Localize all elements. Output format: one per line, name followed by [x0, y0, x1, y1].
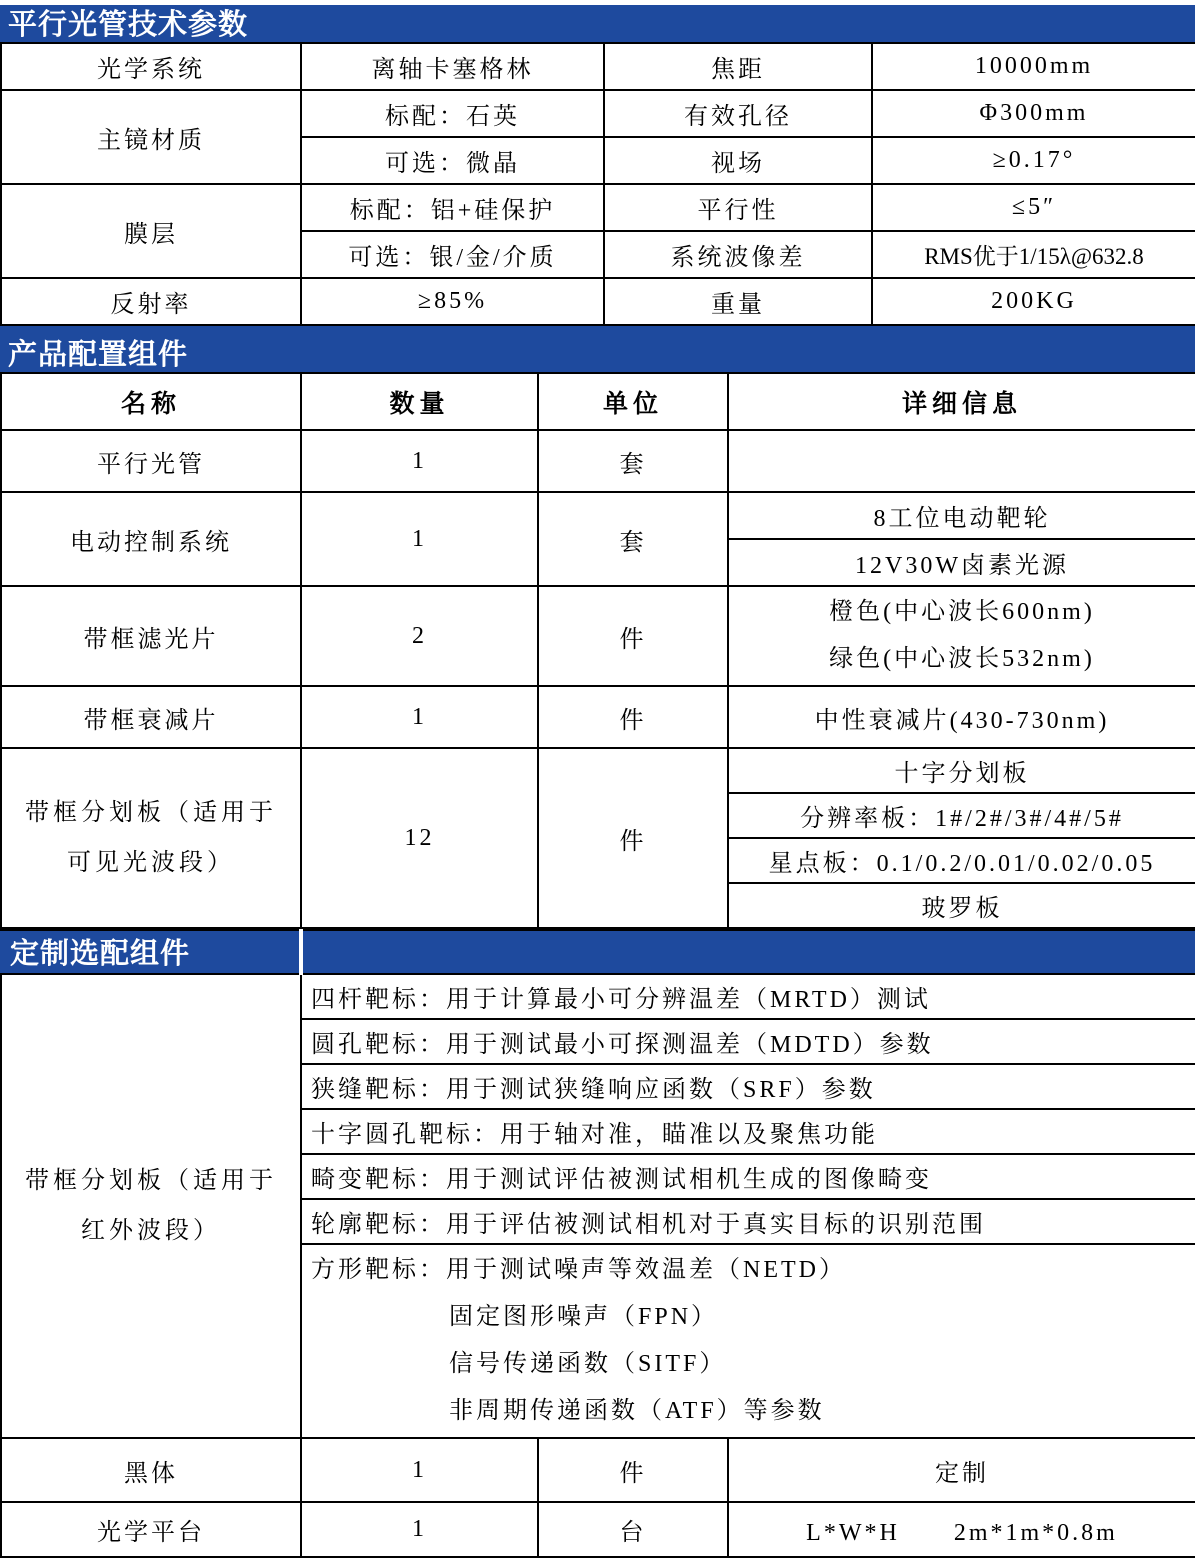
- table-row: [1, 1438, 1195, 1502]
- column-header-name: 名称: [1, 373, 301, 430]
- blackbody-detail: 定制: [728, 1438, 1195, 1502]
- target-item-cross-hole: 十字圆孔靶标：用于轴对准，瞄准以及聚焦功能: [301, 1109, 1195, 1154]
- technical-params-table: [0, 42, 1195, 326]
- platform-qty: 1: [301, 1502, 538, 1557]
- reflectivity-value: ≥85%: [301, 278, 604, 325]
- square-target-line-atf: 非周期传递函数（ATF）等参数: [449, 1398, 825, 1424]
- filter-unit: 件: [538, 586, 728, 686]
- table-row: [1, 1502, 1195, 1557]
- platform-unit: 台: [538, 1502, 728, 1557]
- reticle-visible-name: 带框分划板（适用于可见光波段）: [1, 748, 301, 928]
- blackbody-name: 黑体: [1, 1438, 301, 1502]
- weight-value: 200KG: [872, 278, 1195, 325]
- section3-header-spacer: [301, 930, 1195, 974]
- platform-detail: L*W*H 2m*1m*0.8m: [728, 1502, 1195, 1557]
- custom-options-table: [0, 929, 1195, 1558]
- reticle-ir-name: 带框分划板（适用于红外波段）: [1, 974, 301, 1438]
- control-system-detail-wheel: 8工位电动靶轮: [728, 492, 1195, 539]
- blackbody-unit: 件: [538, 1438, 728, 1502]
- aperture-label: 有效孔径: [604, 90, 872, 137]
- reticle-visible-unit: 件: [538, 748, 728, 928]
- table-row: [1, 184, 1195, 231]
- weight-label: 重量: [604, 278, 872, 325]
- collimator-unit: 套: [538, 430, 728, 492]
- square-target-line-netd: 方形靶标：用于测试噪声等效温差（NETD）: [311, 1257, 846, 1283]
- section2-header-band: [0, 326, 1195, 372]
- attenuator-name: 带框衰减片: [1, 686, 301, 748]
- target-item-contour: 轮廓靶标：用于评估被测试相机对于真实目标的识别范围: [301, 1199, 1195, 1244]
- reticle-visible-qty: 12: [301, 748, 538, 928]
- aperture-value: Φ300mm: [872, 90, 1195, 137]
- target-item-distortion: 畸变靶标：用于测试评估被测试相机生成的图像畸变: [301, 1154, 1195, 1199]
- mirror-material-standard: 标配：石英: [301, 90, 604, 137]
- table-row: [1, 748, 1195, 793]
- filter-detail: [728, 586, 1195, 686]
- fov-label: 视场: [604, 137, 872, 184]
- mirror-material-label: 主镜材质: [1, 90, 301, 184]
- target-item-slit: 狭缝靶标：用于测试狭缝响应函数（SRF）参数: [301, 1064, 1195, 1109]
- focal-length-label: 焦距: [604, 43, 872, 90]
- table-row: [1, 278, 1195, 325]
- reticle-visible-detail-porro: 玻罗板: [728, 883, 1195, 928]
- filter-detail-green: 绿色(中心波长532nm): [829, 646, 1095, 672]
- platform-name: 光学平台: [1, 1502, 301, 1557]
- optical-system-value: 离轴卡塞格林: [301, 43, 604, 90]
- product-config-table: [0, 372, 1195, 929]
- reticle-visible-detail-star: 星点板：0.1/0.2/0.01/0.02/0.05: [728, 838, 1195, 883]
- filter-detail-orange: 橙色(中心波长600nm): [829, 599, 1095, 625]
- collimator-name: 平行光管: [1, 430, 301, 492]
- square-target-line-fpn: 固定图形噪声（FPN）: [449, 1304, 719, 1330]
- table-row: [1, 586, 1195, 686]
- table-header-row: [1, 373, 1195, 430]
- filter-name: 带框滤光片: [1, 586, 301, 686]
- coating-label: 膜层: [1, 184, 301, 278]
- square-target-line-sitf: 信号传递函数（SITF）: [449, 1351, 727, 1377]
- table-row: [1, 43, 1195, 90]
- section1-title: 平行光管技术参数: [8, 8, 249, 41]
- collimator-qty: 1: [301, 430, 538, 492]
- column-header-unit: 单位: [538, 373, 728, 430]
- wavefront-value: RMS优于1/15λ@632.8: [872, 231, 1195, 278]
- reticle-visible-detail-cross: 十字分划板: [728, 748, 1195, 793]
- table-row: [1, 492, 1195, 539]
- table-row: [1, 686, 1195, 748]
- table-row: [1, 974, 1195, 1019]
- optical-system-label: 光学系统: [1, 43, 301, 90]
- blackbody-qty: 1: [301, 1438, 538, 1502]
- attenuator-detail: 中性衰减片(430-730nm): [728, 686, 1195, 748]
- reticle-visible-detail-resolution: 分辨率板：1#/2#/3#/4#/5#: [728, 793, 1195, 838]
- target-item-round-hole: 圆孔靶标：用于测试最小可探测温差（MDTD）参数: [301, 1019, 1195, 1064]
- collimator-detail-empty: [728, 430, 1195, 492]
- focal-length-value: 10000mm: [872, 43, 1195, 90]
- target-item-four-bar: 四杆靶标：用于计算最小可分辨温差（MRTD）测试: [301, 974, 1195, 1019]
- section2-title: 产品配置组件: [8, 338, 189, 371]
- section3-title: 定制选配组件: [1, 930, 301, 974]
- section3-header-row: [1, 930, 1195, 974]
- control-system-name: 电动控制系统: [1, 492, 301, 586]
- attenuator-unit: 件: [538, 686, 728, 748]
- column-header-qty: 数量: [301, 373, 538, 430]
- wavefront-label: 系统波像差: [604, 231, 872, 278]
- table-row: [1, 430, 1195, 492]
- parallelism-label: 平行性: [604, 184, 872, 231]
- reflectivity-label: 反射率: [1, 278, 301, 325]
- control-system-detail-lamp: 12V30W卤素光源: [728, 539, 1195, 586]
- mirror-material-optional: 可选：微晶: [301, 137, 604, 184]
- filter-qty: 2: [301, 586, 538, 686]
- control-system-qty: 1: [301, 492, 538, 586]
- fov-value: ≥0.17°: [872, 137, 1195, 184]
- column-header-detail: 详细信息: [728, 373, 1195, 430]
- table-row: [1, 90, 1195, 137]
- target-item-square-cell: [301, 1244, 1195, 1438]
- control-system-unit: 套: [538, 492, 728, 586]
- coating-optional: 可选：银/金/介质: [301, 231, 604, 278]
- coating-standard: 标配：铝+硅保护: [301, 184, 604, 231]
- section1-header-band: [0, 5, 1195, 42]
- parallelism-value: ≤5″: [872, 184, 1195, 231]
- attenuator-qty: 1: [301, 686, 538, 748]
